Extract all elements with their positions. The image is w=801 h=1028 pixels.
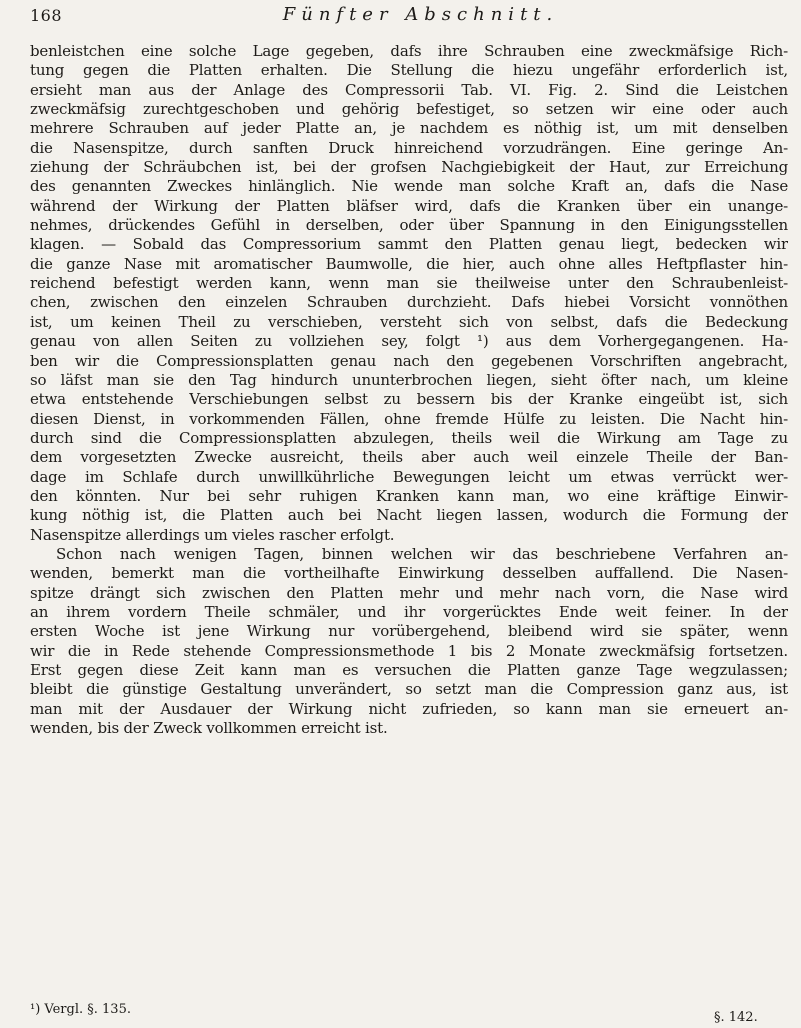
text-line: Nasenspitze allerdings um vieles rascher erfolgt. xyxy=(30,525,395,544)
text-line: Schon nach wenigen Tagen, binnen welchen wir das beschriebene Verfahren an- xyxy=(56,544,788,563)
text-line: die ganze Nase mit aromatischer Baumwolle, die hier, auch ohne alles Heftpflaster hin- xyxy=(30,254,788,273)
running-head: Fünfter Abschnitt. xyxy=(282,4,559,25)
text-line: wenden, bis der Zweck vollkommen erreicht ist. xyxy=(30,719,388,738)
text-line: durch sind die Compressionsplatten abzulegen, theils weil die Wirkung am Tage zu xyxy=(30,428,788,447)
text-line: etwa entstehende Verschiebungen selbst zu bessern bis der Kranke eingeübt ist, sich xyxy=(30,390,788,409)
text-line: ersten Woche ist jene Wirkung nur vorübergehend, bleibend wird sie später, wenn xyxy=(30,622,788,641)
text-line: genau von allen Seiten zu vollziehen sey, folgt ¹) aus dem Vorhergegangenen. Ha- xyxy=(30,332,788,351)
text-line: zweckmäfsig zurechtgeschoben und gehörig befestiget, so setzen wir eine oder auch xyxy=(30,100,788,119)
text-line: benleistchen eine solche Lage gegeben, dafs ihre Schrauben eine zweckmäfsige Rich- xyxy=(30,42,788,60)
text-line: dage im Schlafe durch unwillkührliche Bewegungen leicht um etwas verrückt wer- xyxy=(30,467,788,486)
text-line: man mit der Ausdauer der Wirkung nicht zufrieden, so kann man sie erneuert an- xyxy=(30,699,788,718)
text-line: mehrere Schrauben auf jeder Platte an, je nachdem es nöthig ist, um mit denselben xyxy=(30,119,788,138)
text-line: die Nasenspitze, durch sanften Druck hinreichend vorzudrängen. Eine geringe An- xyxy=(30,138,788,157)
text-line: so läfst man sie den Tag hindurch ununterbrochen liegen, sieht öfter nach, um kleine xyxy=(30,370,788,389)
text-line: tung gegen die Platten erhalten. Die Stellung die hiezu ungefähr erforderlich ist, xyxy=(30,61,788,80)
text-line: wir die in Rede stehende Compressionsmethode 1 bis 2 Monate zweckmäfsig fortsetzen. xyxy=(30,641,788,660)
text-line: ersieht man aus der Anlage des Compressorii Tab. VI. Fig. 2. Sind die Leistchen xyxy=(30,80,788,99)
text-line: wenden, bemerkt man die vortheilhafte Einwirkung desselben auffallend. Die Nasen- xyxy=(30,564,788,583)
page-header xyxy=(0,0,801,40)
text-line: kung nöthig ist, die Platten auch bei Nacht liegen lassen, wodurch die Formung der xyxy=(30,506,788,525)
text-line: chen, zwischen den einzelen Schrauben durchzieht. Dafs hiebei Vorsicht vonnöthen xyxy=(30,293,788,312)
text-line: nehmes, drückendes Gefühl in derselben, oder über Spannung in den Einigungsstellen xyxy=(30,216,788,235)
footnote: ¹) Vergl. §. 135. xyxy=(30,1002,131,1017)
text-line: reichend befestigt werden kann, wenn man sie theilweise unter den Schraubenleist- xyxy=(30,274,788,293)
text-line: bleibt die günstige Gestaltung unverändert, so setzt man die Compression ganz aus, ist xyxy=(30,680,788,699)
text-line: ziehung der Schräubchen ist, bei der grofsen Nachgiebigkeit der Haut, zur Erreichung xyxy=(30,158,788,177)
text-line: an ihrem vordern Theile schmäler, und ihr vorgerücktes Ende weit feiner. In der xyxy=(30,602,788,621)
text-line: dem vorgesetzten Zwecke ausreicht, theils aber auch weil einzele Theile der Ban- xyxy=(30,448,788,467)
catchword: §. 142. xyxy=(714,1010,758,1025)
text-line: diesen Dienst, in vorkommenden Fällen, ohne fremde Hülfe zu leisten. Die Nacht hin- xyxy=(30,409,788,428)
text-line: ben wir die Compressionsplatten genau nach den gegebenen Vorschriften angebracht, xyxy=(30,351,788,370)
text-line: Erst gegen diese Zeit kann man es versuchen die Platten ganze Tage wegzulassen; xyxy=(30,661,788,679)
text-line: des genannten Zweckes hinlänglich. Nie wende man solche Kraft an, dafs die Nase xyxy=(30,177,788,196)
text-line: den könnten. Nur bei sehr ruhigen Kranken kann man, wo eine kräftige Einwir- xyxy=(30,486,788,505)
page-number: 168 xyxy=(30,6,63,25)
text-line: klagen. — Sobald das Compressorium sammt den Platten genau liegt, bedecken wir xyxy=(30,235,788,254)
text-line: ist, um keinen Theil zu verschieben, versteht sich von selbst, dafs die Bedeckung xyxy=(30,312,788,331)
text-line: spitze drängt sich zwischen den Platten mehr und mehr nach vorn, die Nase wird xyxy=(30,583,788,602)
text-line: während der Wirkung der Platten bläfser wird, dafs die Kranken über ein unange- xyxy=(30,196,788,215)
body-text xyxy=(30,42,788,738)
